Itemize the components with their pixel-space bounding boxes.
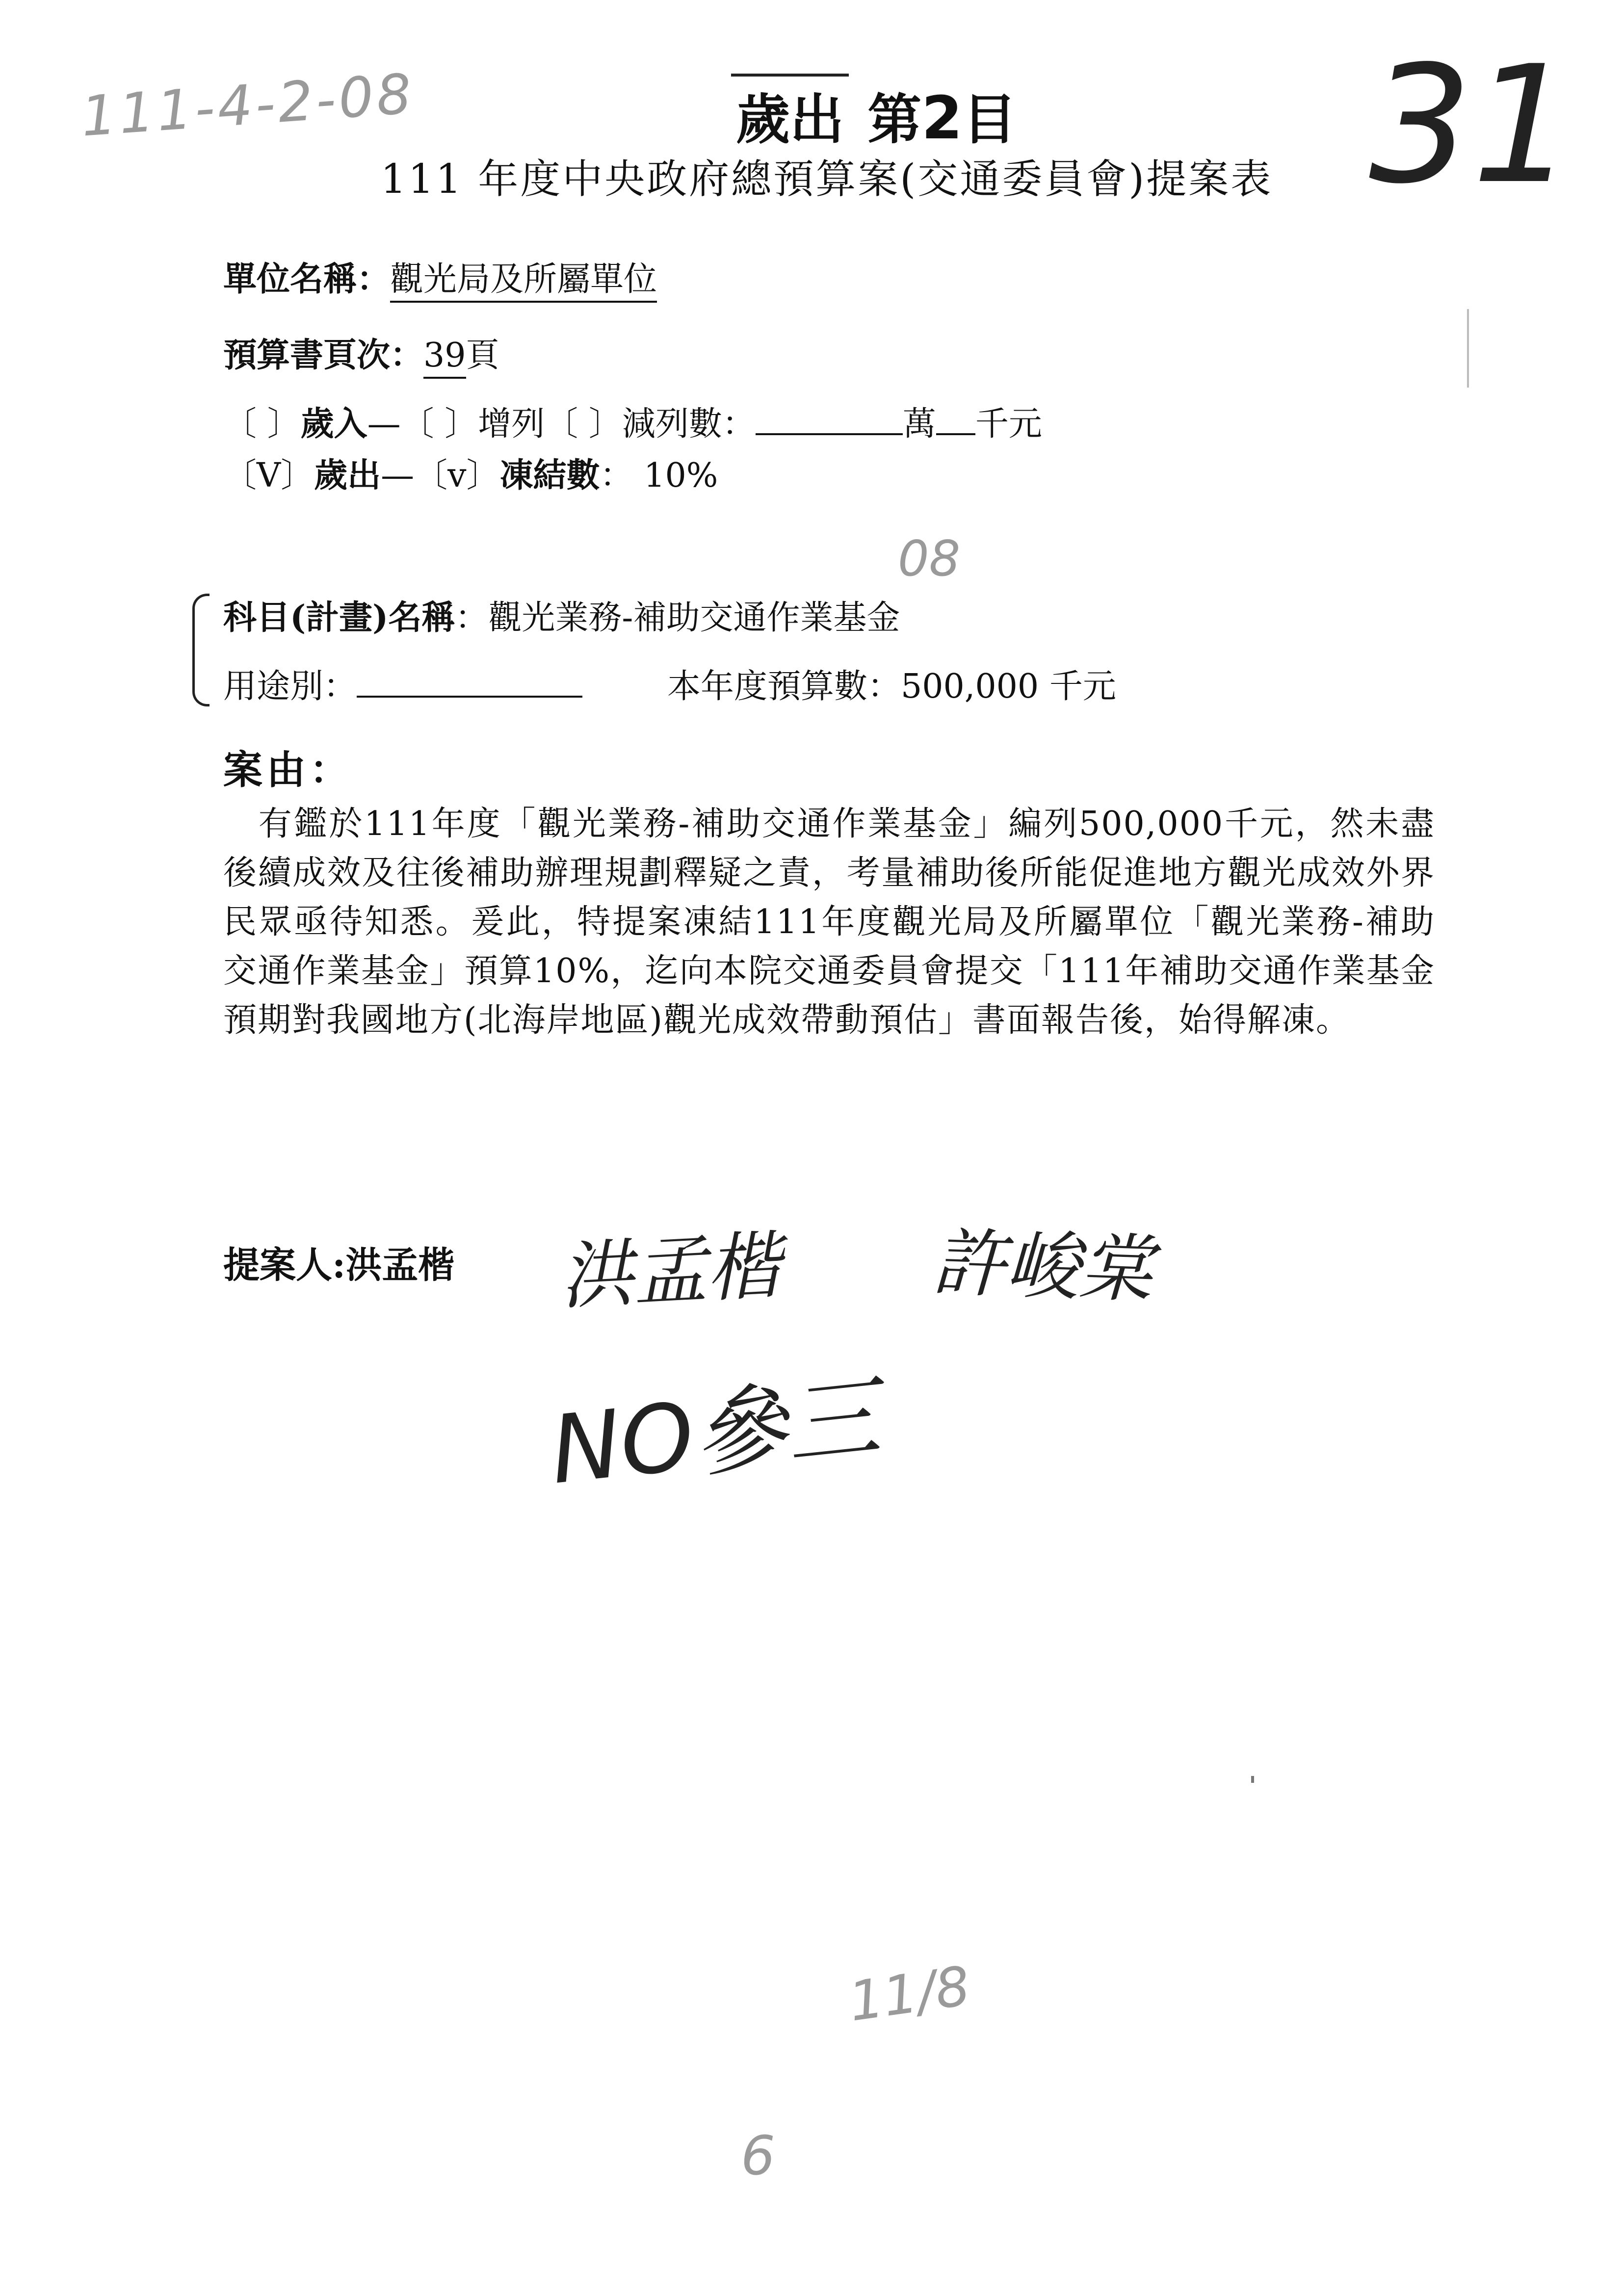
purpose-row [223,660,582,707]
revenue-options: —〔 〕增列〔 〕減列數： [367,405,756,444]
revenue-label: 歲入 [300,404,367,444]
section-suffix: 目 [962,88,1017,151]
budget-page-row [223,329,499,376]
budget-amount: 本年度預算數：500,000 千元 [667,667,1116,706]
subject-value: ：觀光業務-補助交通作業基金 [455,599,900,637]
revenue-checkbox: 〔 〕 [223,405,301,444]
signature: 許峻棠 [930,1220,1154,1313]
freeze-checkbox: —〔v〕 [381,456,500,495]
handwritten-page-number: 31 [1369,31,1575,219]
budget-page-value: 39 [423,336,466,379]
handwritten-annotation: 08 [898,530,961,587]
budget-page-suffix: 頁 [466,336,499,375]
expenditure-checkbox: 〔V〕 [223,456,314,495]
section-number: 2 [921,84,963,153]
purpose-blank [357,662,582,698]
revenue-amount-blank [756,400,903,435]
case-body [223,800,1435,1045]
proposer-label: 提案人:洪孟楷 [223,1244,455,1286]
revenue-unit-thousand: 千元 [975,405,1042,444]
case-paragraph: 有鑑於111年度「觀光業務-補助交通作業基金」編列500,000千元，然未盡後續成效及往後補助辦理規劃釋疑之責，考量補助後所能促進地方觀光成效外界民眾亟待知悉。爰此，特提案凍結111年度觀光局及所屬單位「觀光業務-補助交通作業基金」預算10%，迄向本院交通委員會提交「111年補助交通作業基金預期對我國地方(北海岸地區)觀光成效帶動預估」書面報告後，始得解凍。 [223,805,1435,1040]
signature: NO參三 [545,1362,885,1505]
signature: 洪孟楷 [557,1223,783,1320]
handwritten-date: 11/8 [845,1954,974,2034]
budget-page-label: 預算書頁次： [223,336,424,375]
expenditure-row [223,449,718,496]
handwritten-page-mark: 6 [741,2124,775,2187]
subject-row [223,591,900,639]
revenue-row [223,397,1042,445]
scan-dot [1251,1776,1254,1783]
section-prefix: 歲出 [731,74,849,154]
handwritten-file-code: 111-4-2-08 [79,62,417,149]
unit-value: 觀光局及所屬單位 [390,260,657,303]
form-title: 111 年度中央政府總預算案(交通委員會)提案表 [380,156,1273,203]
unit-label: 單位名稱： [223,260,391,299]
revenue-thousand-blank [936,400,975,435]
unit-row [223,253,657,300]
revenue-unit-wan: 萬 [902,405,936,444]
scan-mark [1467,309,1469,388]
freeze-label: 凍結數 [499,456,600,495]
expenditure-label: 歲出 [314,456,381,495]
subject-bracket [192,594,210,706]
freeze-value: ： 10% [600,456,718,495]
section-heading [731,74,1017,154]
purpose-label: 用途別： [223,667,357,706]
case-title: 案由： [223,747,353,793]
section-label: 第 [867,88,922,151]
subject-label: 科目(計畫)名稱 [223,598,455,637]
